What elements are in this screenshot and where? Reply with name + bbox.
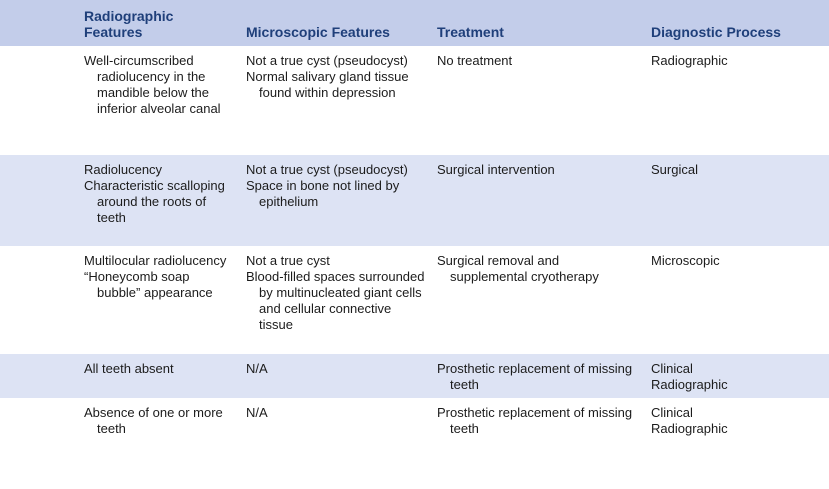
cell-line: Radiographic [651, 377, 728, 392]
table-row [0, 398, 829, 489]
cell-treatment [437, 53, 637, 69]
cell-radiographic [84, 53, 234, 117]
cell-treatment [437, 405, 637, 437]
cell-line: Multilocular radiolucency [84, 253, 227, 268]
cell-diagnostic [651, 162, 821, 178]
cell-line: Absence of one or more teeth [84, 405, 223, 436]
cell-microscopic [246, 162, 426, 210]
cell-microscopic [246, 361, 426, 377]
cell-microscopic [246, 253, 426, 333]
cell-line: No treatment [437, 53, 513, 68]
cell-line: Space in bone not lined by epithelium [246, 178, 400, 209]
table-header [0, 0, 829, 46]
table-row [0, 46, 829, 155]
cell-diagnostic [651, 405, 821, 437]
header-radiographic-features: Radiographic Features [84, 8, 174, 40]
cell-microscopic [246, 405, 426, 421]
cell-line: Characteristic scalloping around the roots of teeth [84, 178, 225, 225]
cell-microscopic [246, 53, 426, 101]
cell-line: Radiographic [651, 53, 728, 68]
cell-line: Microscopic [651, 253, 720, 268]
table-row [0, 354, 829, 398]
cell-line: Surgical removal and supplemental cryotherapy [437, 253, 599, 284]
cell-line: Prosthetic replacement of missing teeth [437, 361, 633, 392]
cell-line: Not a true cyst [246, 253, 330, 268]
cell-line: All teeth absent [84, 361, 174, 376]
cell-radiographic [84, 405, 234, 437]
cell-line: Not a true cyst (pseudocyst) [246, 53, 408, 68]
header-treatment: Treatment [437, 24, 504, 40]
cell-line: “Honeycomb soap bubble” appearance [84, 269, 213, 300]
cell-line: Radiolucency [84, 162, 163, 177]
cell-line: Surgical [651, 162, 698, 177]
cell-diagnostic [651, 53, 821, 69]
cell-line: N/A [246, 361, 268, 376]
header-microscopic-features: Microscopic Features [246, 24, 390, 40]
cell-line: Blood-filled spaces surrounded by multinucleated giant cells and cellular connective tissue [246, 269, 425, 332]
cell-line: Radiographic [651, 421, 728, 436]
table-row [0, 155, 829, 246]
cell-line: Surgical intervention [437, 162, 555, 177]
cell-radiographic [84, 361, 234, 377]
cell-line: Not a true cyst (pseudocyst) [246, 162, 408, 177]
header-diagnostic-process: Diagnostic Process [651, 24, 781, 40]
cell-line: Normal salivary gland tissue found within depression [246, 69, 409, 100]
cell-line: Prosthetic replacement of missing teeth [437, 405, 633, 436]
cell-treatment [437, 162, 637, 178]
cell-radiographic [84, 253, 234, 301]
cell-line: N/A [246, 405, 268, 420]
cell-line: Clinical [651, 361, 693, 376]
table-row [0, 246, 829, 354]
cell-line: Clinical [651, 405, 693, 420]
cell-radiographic [84, 162, 234, 226]
cell-treatment [437, 253, 637, 285]
cell-treatment [437, 361, 637, 393]
cell-line: Well-circumscribed radiolucency in the mandible below the inferior alveolar canal [84, 53, 221, 116]
cell-diagnostic [651, 253, 821, 269]
cell-diagnostic [651, 361, 821, 393]
